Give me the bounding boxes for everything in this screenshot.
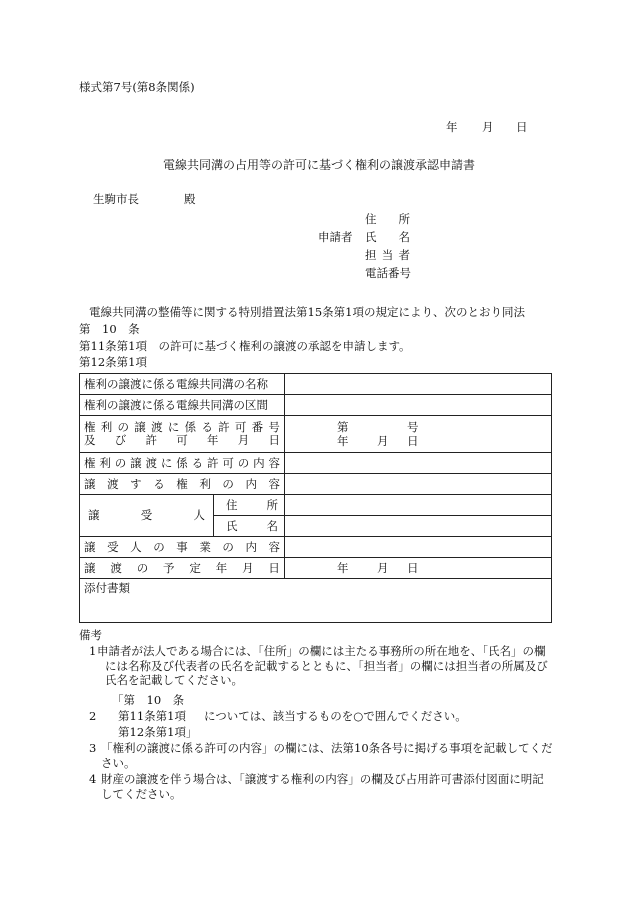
table-value-permit-number-date[interactable] <box>285 416 552 453</box>
attachments-label: 添付書類 <box>84 581 130 595</box>
date-month-label: 月 <box>482 120 494 134</box>
applicant-name-label: 氏 名 <box>365 230 410 244</box>
article-option-12: 第12条第1項 <box>79 355 147 369</box>
table-row <box>80 495 552 516</box>
note-1 <box>79 644 554 690</box>
table-row <box>80 579 552 623</box>
notes-heading: 備考 <box>79 628 102 642</box>
table-row <box>80 558 552 579</box>
planned-day-label: 日 <box>407 561 419 575</box>
table-label-transferee-business: 譲 受 人 の 事 業 の 内 容 <box>80 537 285 558</box>
note-2-option-10: 「第 10 条 <box>112 693 185 707</box>
table-value-transferee-name[interactable] <box>285 516 552 537</box>
permit-month-label: 月 <box>377 434 389 448</box>
table-label-permit-content: 権 利 の 譲 渡 に 係 る 許 可 の 内 容 <box>80 453 285 474</box>
note-4-text: 財産の譲渡を伴う場合は、「譲渡する権利の内容」の欄及び占用許可書添付図面に明記してください。 <box>101 772 544 801</box>
table-value-facility-name[interactable] <box>285 374 552 395</box>
table-label-transferee-address: 住 所 <box>213 495 284 516</box>
applicant-address-label: 住 所 <box>365 212 410 226</box>
permit-number-label-line1: 権 利 の 譲 渡 に 係 る 許 可 番 号 <box>84 420 280 434</box>
date-year-label: 年 <box>446 120 458 134</box>
article-option-11-with-text: 第11条第1項 の許可に基づく権利の譲渡の承認を申請します。 <box>79 339 411 353</box>
note-2-option-12: 第12条第1項」 <box>118 725 198 739</box>
addressee-name: 生駒市長 <box>93 192 139 206</box>
article-option-10: 第 10 条 <box>79 322 140 336</box>
note-3-text: 「権利の譲渡に係る許可の内容」の欄には、法第10条各号に掲げる事項を記載してください。 <box>101 741 553 770</box>
planned-month-label: 月 <box>377 561 389 575</box>
table-row <box>80 453 552 474</box>
table-attachments[interactable] <box>80 579 552 623</box>
table-label-rights-content: 譲 渡 す る 権 利 の 内 容 <box>80 474 285 495</box>
applicant-person-in-charge-label: 担 当 者 <box>365 248 410 262</box>
permit-no-suffix: 号 <box>407 420 419 434</box>
table-value-permit-content[interactable] <box>285 453 552 474</box>
planned-year-label: 年 <box>337 561 349 575</box>
application-table <box>79 373 552 623</box>
permit-date-label-line2: 及 び 許 可 年 月 日 <box>84 433 280 447</box>
table-row <box>80 395 552 416</box>
table-row <box>80 416 552 453</box>
table-value-rights-content[interactable] <box>285 474 552 495</box>
table-label-transferee: 譲 受 人 <box>80 495 214 537</box>
note-4-number: 4 <box>89 772 97 786</box>
addressee-honorific: 殿 <box>184 192 196 206</box>
table-row <box>80 374 552 395</box>
body-line-1: 電線共同溝の整備等に関する特別措置法第15条第1項の規定により、次のとおり同法 <box>89 305 525 319</box>
note-2-text: については、該当するものを○で囲んでください。 <box>204 709 467 723</box>
table-label-facility-name: 権利の譲渡に係る電線共同溝の名称 <box>80 374 285 395</box>
permit-day-label: 日 <box>407 434 419 448</box>
form-number: 様式第7号(第8条関係) <box>79 80 195 94</box>
document-title: 電線共同溝の占用等の許可に基づく権利の譲渡承認申請書 <box>163 158 476 172</box>
table-value-transferee-business[interactable] <box>285 537 552 558</box>
table-value-facility-section[interactable] <box>285 395 552 416</box>
permit-year-label: 年 <box>337 434 349 448</box>
table-value-planned-date[interactable] <box>285 558 552 579</box>
date-day-label: 日 <box>516 120 528 134</box>
note-4 <box>79 772 554 802</box>
table-label-planned-date: 譲 渡 の 予 定 年 月 日 <box>80 558 285 579</box>
permit-no-prefix: 第 <box>337 420 349 434</box>
table-label-transferee-name: 氏 名 <box>213 516 284 537</box>
table-label-permit-number-date <box>80 416 285 453</box>
note-2-number: 2 <box>89 709 97 723</box>
note-3-number: 3 <box>89 741 97 755</box>
table-value-transferee-address[interactable] <box>285 495 552 516</box>
table-row <box>80 537 552 558</box>
table-label-facility-section: 権利の譲渡に係る電線共同溝の区間 <box>80 395 285 416</box>
note-1-text: 申請者が法人である場合には、「住所」の欄には主たる事務所の所在地を、「氏名」の欄には名称及び代表者の氏名を記載するとともに、「担当者」の欄には担当者の所属及び氏名を記載してください。 <box>97 644 548 687</box>
applicant-label: 申請者 <box>318 230 353 244</box>
table-row <box>80 474 552 495</box>
note-2-option-11: 第11条第1項 <box>118 709 186 723</box>
applicant-phone-label: 電話番号 <box>365 266 411 280</box>
note-1-number: 1 <box>89 644 97 658</box>
note-3 <box>79 741 554 771</box>
